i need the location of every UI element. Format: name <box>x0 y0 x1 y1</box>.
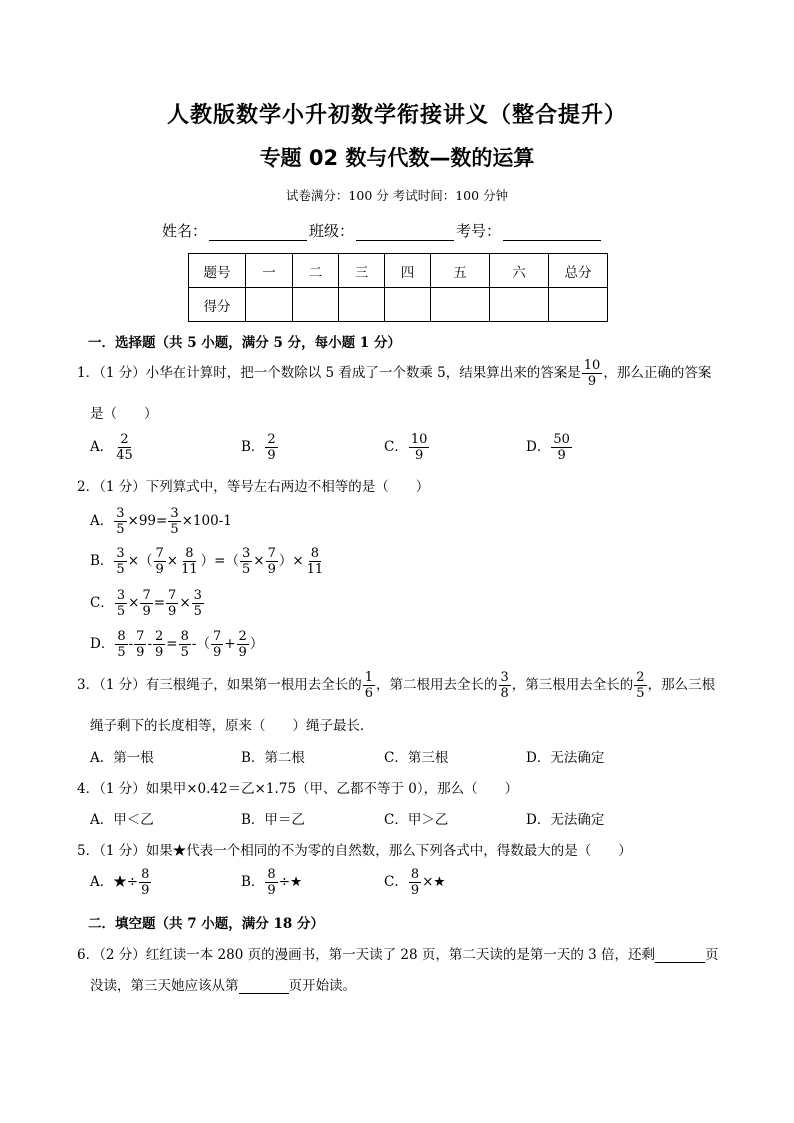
question-3-line-1: 3．（1 分）有三根绳子，如果第一根用去全长的 $\frac{1}{6}$ ，第二根用去全长的 $\frac{3}{8}$ ，第三根用去全长的 $\frac{2}{5}$ ，那么三根 <box>77 670 716 701</box>
q2-option-d[interactable]: D． $\frac{8}{5}$ - $\frac{7}{9}$ - $\frac{2}{9}$ = $\frac{8}{5}$ -（ $\frac{7}{9}$ + $\frac{2}{9}$ ） <box>90 629 264 660</box>
exam-info: 试卷满分：100 分 考试时间：100 分钟 <box>285 188 509 203</box>
score-table-score-row <box>189 288 608 322</box>
q4-option-a[interactable]: A．甲＜乙 <box>90 812 154 828</box>
score-cell[interactable] <box>490 288 549 322</box>
q4-option-d[interactable]: D．无法确定 <box>526 812 605 828</box>
question-4-stem: 4．（1 分）如果甲×0.42＝乙×1.75（甲、乙都不等于 0），那么（ ） <box>77 781 519 797</box>
q3-option-d[interactable]: D．无法确定 <box>526 750 605 766</box>
q1-option-a[interactable]: A． $\frac{2}{45}$ <box>90 432 133 463</box>
score-header-cell: 题号 <box>189 254 246 288</box>
q1-option-d[interactable]: D． $\frac{50}{9}$ <box>526 432 570 463</box>
id-blank[interactable] <box>503 226 601 241</box>
score-cell[interactable] <box>293 288 339 322</box>
score-header-cell: 一 <box>246 254 293 288</box>
q4-option-c[interactable]: C．甲＞乙 <box>384 812 449 828</box>
score-table-header-row <box>189 254 608 288</box>
q4-option-b[interactable]: B．甲＝乙 <box>241 812 305 828</box>
q1-option-c[interactable]: C． $\frac{10}{9}$ <box>384 432 428 463</box>
q5-option-b[interactable]: B． $\frac{8}{9}$ ÷★ <box>241 867 303 898</box>
q3-option-c[interactable]: C．第三根 <box>384 750 449 766</box>
student-info-row <box>162 220 603 241</box>
id-label: 考号： <box>456 222 502 240</box>
q2-option-a[interactable]: A． $\frac{3}{5}$ ×99= $\frac{3}{5}$ ×100-1 <box>90 506 232 537</box>
question-6-line-2: 没读，第三天她应该从第 页开始读。 <box>90 978 356 994</box>
section-2-title: 二．填空题（共 7 小题，满分 18 分） <box>88 916 324 932</box>
score-cell[interactable] <box>385 288 431 322</box>
q1-text: 1．（1 分）小华在计算时，把一个数除以 5 看成了一个数乘 5，结果算出来的答案是 <box>77 365 581 381</box>
q3-option-b[interactable]: B．第二根 <box>241 750 305 766</box>
document-subtitle: 专题 02 数与代数—数的运算 <box>259 146 535 170</box>
q1-option-b[interactable]: B． $\frac{2}{9}$ <box>241 432 276 463</box>
q2-option-b[interactable]: B． $\frac{3}{5}$ ×（ $\frac{7}{9}$ × $\frac{8}{11}$ ）=（ $\frac{3}{5}$ × $\frac{7}{9}$ ）× $\frac{8}{11}$ <box>90 546 324 577</box>
question-5-stem: 5．（1 分）如果★代表一个相同的不为零的自然数，那么下列各式中，得数最大的是（ ） <box>77 843 632 859</box>
q3-option-a[interactable]: A．第一根 <box>90 750 154 766</box>
question-1-line-2: 是（ ） <box>90 406 158 422</box>
question-2-stem: 2．（1 分）下列算式中，等号左右两边不相等的是（ ） <box>77 479 430 495</box>
score-cell[interactable] <box>246 288 293 322</box>
question-3-line-2: 绳子剩下的长度相等，原来（ ）绳子最长． <box>90 718 374 734</box>
question-6-line-1: 6．（2 分）红红读一本 280 页的漫画书，第一天读了 28 页，第二天读的是第一天的 3 倍，还剩 页 <box>77 947 719 963</box>
name-blank[interactable] <box>209 226 307 241</box>
score-header-cell: 二 <box>293 254 339 288</box>
q1-text-suffix: ，那么正确的答案 <box>603 365 712 381</box>
score-header-cell: 六 <box>490 254 549 288</box>
score-header-cell: 五 <box>431 254 490 288</box>
q1-fraction: $\frac{10}{9}$ <box>583 358 601 389</box>
question-1-line-1 <box>77 358 711 389</box>
class-blank[interactable] <box>356 226 454 241</box>
score-header-cell: 四 <box>385 254 431 288</box>
score-header-cell: 总分 <box>549 254 608 288</box>
score-header-cell: 三 <box>339 254 385 288</box>
score-row-label: 得分 <box>189 288 246 322</box>
score-cell[interactable] <box>549 288 608 322</box>
score-cell[interactable] <box>339 288 385 322</box>
score-cell[interactable] <box>431 288 490 322</box>
q5-option-a[interactable]: A．★÷ $\frac{8}{9}$ <box>90 867 150 898</box>
document-title: 人教版数学小升初数学衔接讲义（整合提升） <box>166 103 627 128</box>
q6-blank-2[interactable] <box>239 980 289 994</box>
class-label: 班级： <box>309 222 355 240</box>
score-table <box>188 253 608 322</box>
section-1-title: 一．选择题（共 5 小题，满分 5 分，每小题 1 分） <box>88 335 401 351</box>
q6-blank-1[interactable] <box>655 949 705 963</box>
q2-option-c[interactable]: C． $\frac{3}{5}$ × $\frac{7}{9}$ = $\frac{7}{9}$ × $\frac{3}{5}$ <box>90 588 202 619</box>
name-label: 姓名： <box>162 222 208 240</box>
q5-option-c[interactable]: C． $\frac{8}{9}$ ×★ <box>384 867 446 898</box>
